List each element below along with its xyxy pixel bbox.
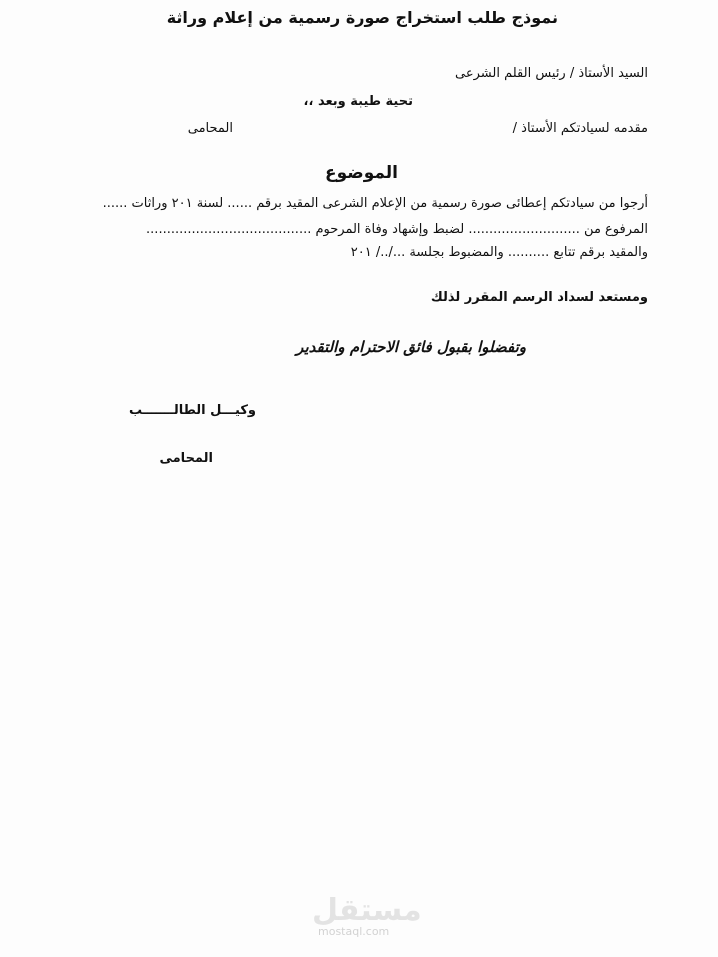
watermark-url: mostaql.com <box>318 925 390 938</box>
fee-line: ومستعد لسداد الرسم المقرر لذلك <box>430 290 648 305</box>
lawyer-label: المحامى <box>187 121 233 136</box>
document-title: نموذج طلب استخراج صورة رسمية من إعلام وراثة <box>166 8 558 27</box>
greeting-line: تحية طيبة وبعد ،، <box>303 94 413 109</box>
body-line-2: المرفوع من ........................... لضبط وإشهاد وفاة المرحوم ........................................ <box>146 222 648 237</box>
body-line-1: أرجوا من سيادتكم إعطائى صورة رسمية من الإعلام الشرعى المقيد برقم ...... لسنة ٢٠١ وراثات ...... <box>102 196 648 211</box>
signature-title: المحامى <box>159 451 213 466</box>
signature-label: وكيـــل الطالـــــــب <box>128 403 256 418</box>
body-line-3: والمقيد برقم تتابع .......... والمضبوط بجلسة .../../ ٢٠١ <box>350 245 648 260</box>
watermark-logo-text: مستقل <box>312 893 422 928</box>
addressee-line: السيد الأستاذ / رئيس القلم الشرعى <box>455 66 648 81</box>
subject-heading: الموضوع <box>325 163 398 183</box>
closing-line: وتفضلوا بقبول فائق الاحترام والتقدير <box>296 338 526 356</box>
submitted-by-line: مقدمه لسيادتكم الأستاذ / <box>512 121 648 136</box>
